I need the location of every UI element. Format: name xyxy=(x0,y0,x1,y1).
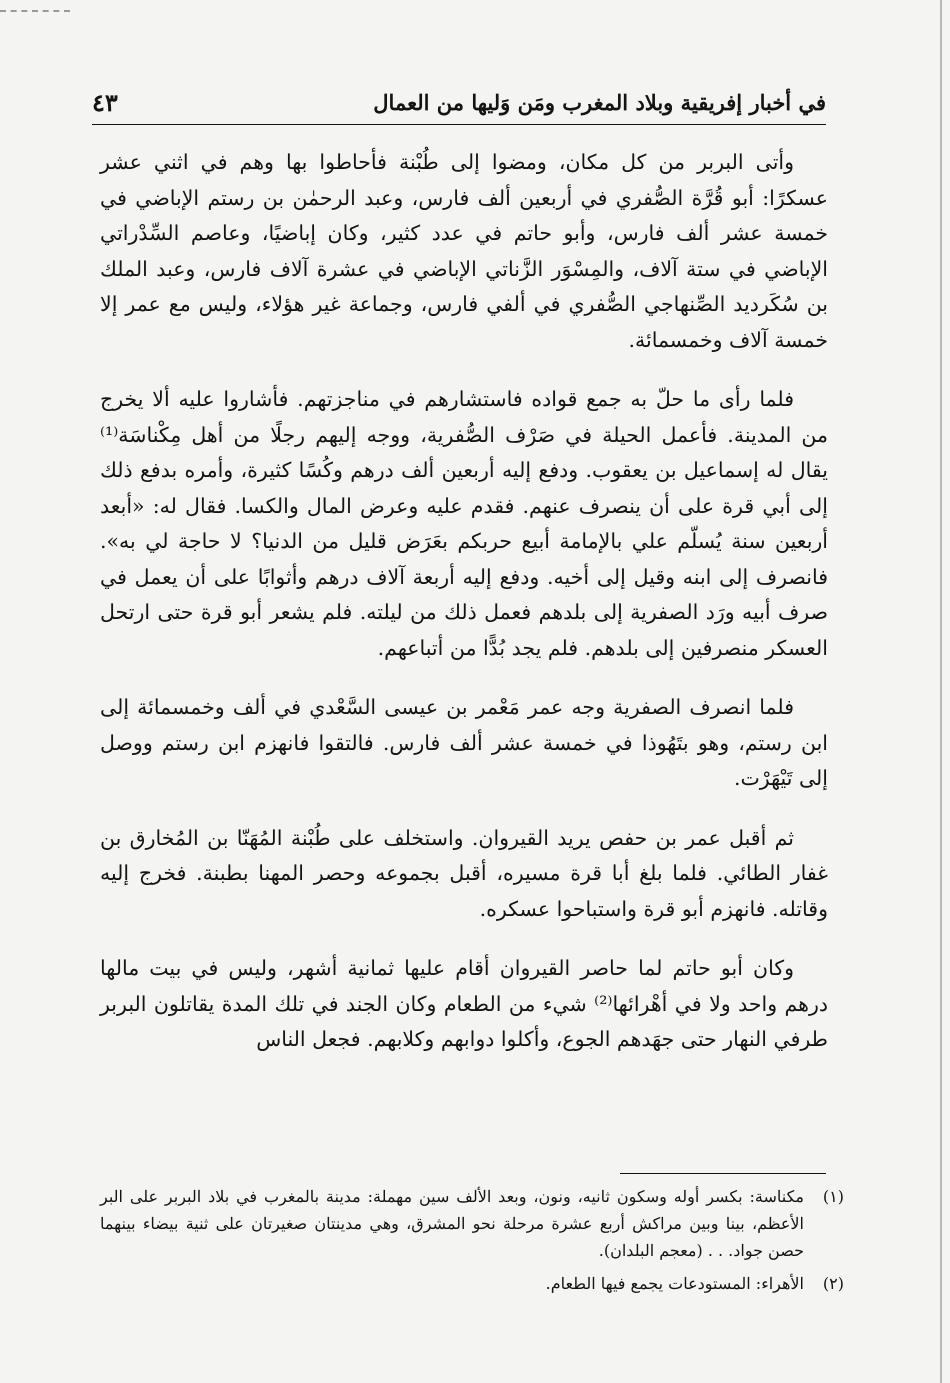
paragraph: فلما رأى ما حلّ به جمع قواده فاستشارهم في مناجزتهم. فأشاروا عليه ألا يخرج من المدينة. فأعمل الحيلة في صَرْف الصُّفرية، ووجه إليهم رجلًا من أهل مِكْناسَة⁽¹⁾ يقال له إسماعيل بن يعقوب. ودفع إليه أربعين ألف درهم وكُسًا كثيرة، وأمره بدفع ذلك إلى أبي قرة على أن ينصرف عنهم. فقدم عليه وعرض المال والكسا. فقال له: «أبعد أربعين سنة يُسلّم علي بالإمامة أبيع حربكم بعَرَض قليل من الدنيا؟ لا حاجة لي به». فانصرف إلى ابنه وقيل إلى أخيه. ودفع إليه أربعة آلاف درهم وأثوابًا على أن يعمل في صرف أبيه ورَد الصفرية إلى بلدهم فعمل ذلك من ليلته. فلم يشعر أبو قرة حتى ارتحل العسكر منصرفين إلى بلدهم. فلم يجد بُدًّا من أتباعهم. xyxy=(100,387,828,660)
footnote-number: (٢) xyxy=(822,1274,844,1293)
footnote-text: مكناسة: بكسر أوله وسكون ثانيه، ونون، وبعد الألف سين مهملة: مدينة بالمغرب في بلاد البربر على البر الأعظم، بينا وبين مراكش أربع عشرة مرحلة نحو المشرق، وهي مدينتان صغيرتان على ثنية بيضاء بينهما حصن جواد. . . (معجم البلدان). xyxy=(100,1187,805,1260)
footnote xyxy=(100,1270,844,1297)
page-edge xyxy=(940,0,942,1383)
paragraph: وأتى البربر من كل مكان، ومضوا إلى طُبْنة فأحاطوا بها وهم في اثني عشر عسكرًا: أبو قُرَّة الصُّفري في أربعين ألف فارس، وعبد الرحمٰن بن رستم الإباضي في خمسة عشر ألف فارس، وأبو حاتم في عدد كثير، وكان إباضيًا، وعاصم السِّدْراتي الإباضي في ستة آلاف، والمِسْوَر الزَّناتي الإباضي في عشرة آلاف فارس، وعبد الملك بن سُكَرديد الصِّنهاجي الصُّفري في ألفي فارس، وجماعة غير هؤلاء، وليس مع عمر إلا خمسة آلاف وخمسمائة. xyxy=(100,150,828,352)
footnotes xyxy=(100,1183,844,1303)
running-header xyxy=(92,88,826,125)
crop-marks xyxy=(0,10,70,12)
footnote-separator xyxy=(620,1173,826,1174)
paragraph: فلما انصرف الصفرية وجه عمر مَعْمر بن عيسى السَّعْدي في ألف وخمسمائة إلى ابن رستم، وهو بتَهُوذا في خمسة عشر ألف فارس. فالتقوا فانهزم ابن رستم ووصل إلى تَيْهَرْت. xyxy=(100,695,828,790)
footnote-text: الأهراء: المستودعات يجمع فيها الطعام. xyxy=(545,1274,804,1293)
footnote xyxy=(100,1183,844,1264)
main-text xyxy=(100,145,828,1082)
page-number: ٤٣ xyxy=(92,88,118,117)
paragraph: ثم أقبل عمر بن حفص يريد القيروان. واستخلف على طُبْنة المُهَنّا بن المُخارق بن غفار الطائي. فلما بلغ أبا قرة مسيره، أقبل بجموعه وحصر المهنا بطبنة. فخرج إليه وقاتله. فانهزم أبو قرة واستباحوا عسكره. xyxy=(100,825,828,921)
footnote-number: (١) xyxy=(822,1187,844,1206)
paragraph: وكان أبو حاتم لما حاصر القيروان أقام عليها ثمانية أشهر، وليس في بيت مالها درهم واحد ولا في أهْرائها⁽²⁾ شيء من الطعام وكان الجند في تلك المدة يقاتلون البربر طرفي النهار حتى جهَدهم الجوع، وأكلوا دوابهم وكلابهم. فجعل الناس xyxy=(100,956,828,1051)
running-title: في أخبار إفريقية وبلاد المغرب ومَن وَليها من العمال xyxy=(373,90,826,115)
